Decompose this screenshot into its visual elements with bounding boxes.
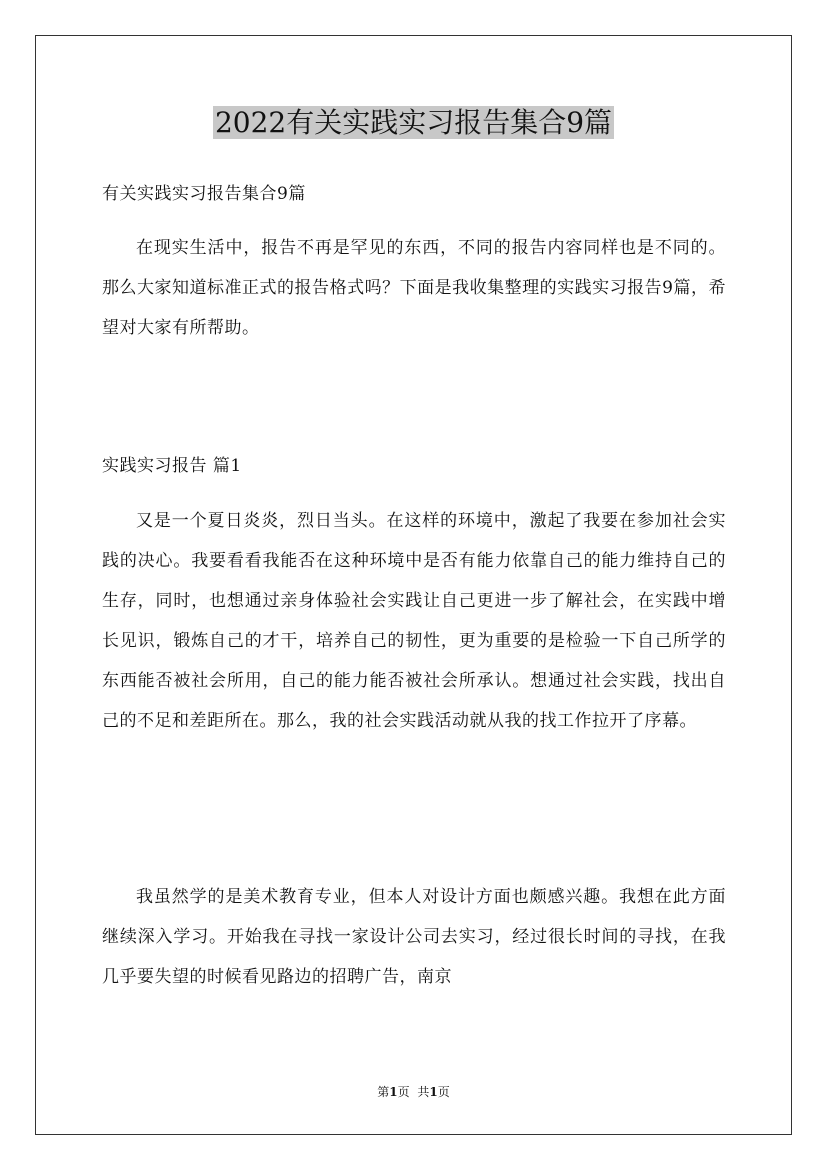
footer-page-number: 1 [389, 1085, 398, 1099]
footer-page-suffix: 页 [397, 1085, 410, 1099]
footer-total-prefix: 共 [417, 1085, 430, 1099]
document-title-text: 2022有关实践实习报告集合9篇 [214, 106, 613, 139]
footer-page-prefix: 第 [377, 1085, 390, 1099]
section-heading: 实践实习报告 篇1 [102, 456, 242, 476]
page-footer [0, 1082, 827, 1102]
footer-total-suffix: 页 [437, 1085, 450, 1099]
body-paragraph-2: 我虽然学的是美术教育专业，但本人对设计方面也颇感兴趣。我想在此方面继续深入学习。开始我在寻找一家设计公司去实习，经过很长时间的寻找，在我几乎要失望的时候看见路边的招聘广告，南京 [102, 887, 726, 987]
footer-total-number: 1 [429, 1085, 438, 1099]
intro-paragraph: 在现实生活中，报告不再是罕见的东西，不同的报告内容同样也是不同的。那么大家知道标准正式的报告格式吗？下面是我收集整理的实践实习报告9篇，希望对大家有所帮助。 [102, 238, 726, 338]
document-title [0, 103, 827, 143]
document-subtitle: 有关实践实习报告集合9篇 [102, 184, 306, 204]
body-paragraph-1: 又是一个夏日炎炎，烈日当头。在这样的环境中，激起了我要在参加社会实践的决心。我要看看我能否在这种环境中是否有能力依靠自己的能力维持自己的生存，同时，也想通过亲身体验社会实践让自己更进一步了解社会，在实践中增长见识，锻炼自己的才干，培养自己的韧性，更为重要的是检验一下自己所学的东西能否被社会所用，自己的能力能否被社会所承认。想通过社会实践，找出自己的不足和差距所在。那么，我的社会实践活动就从我的找工作拉开了序幕。 [102, 511, 726, 731]
